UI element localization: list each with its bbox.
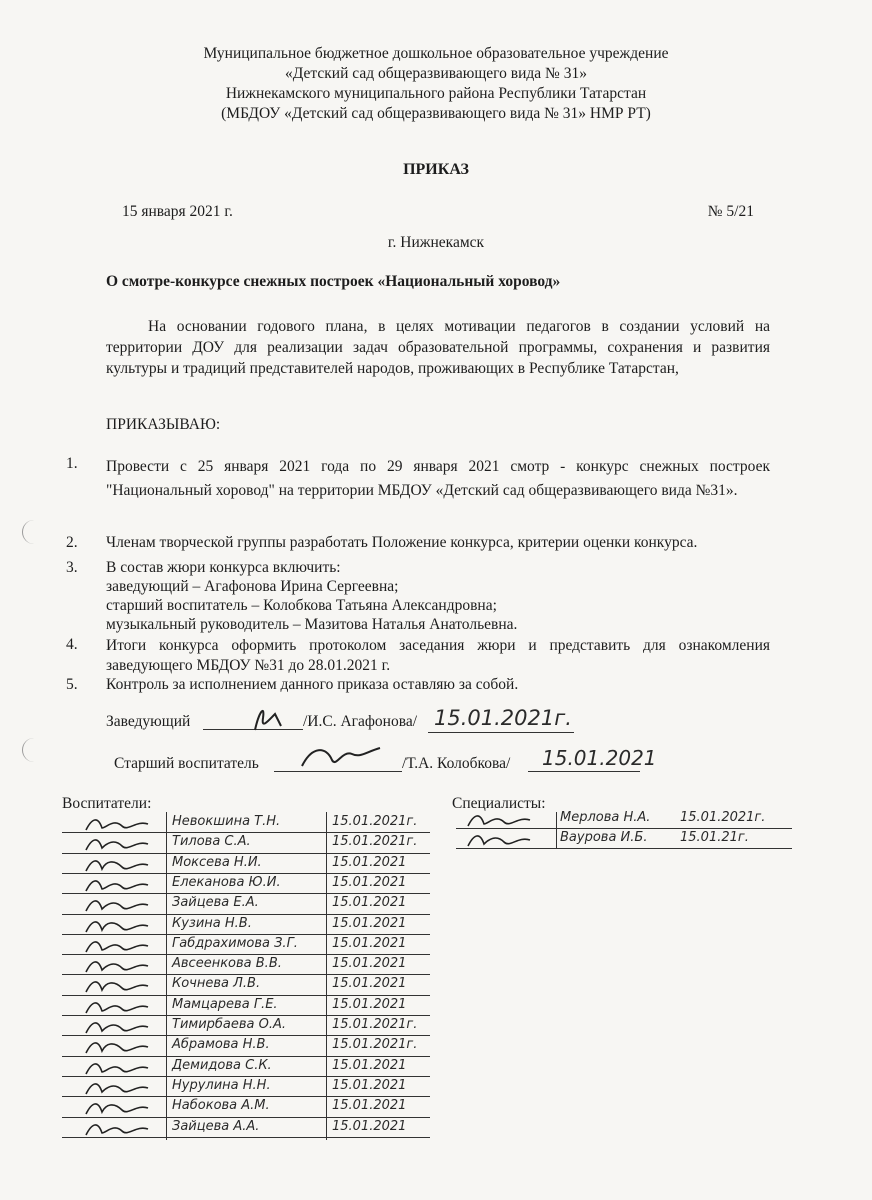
handwritten-signature [460,830,540,850]
handwritten-signature [78,1017,158,1037]
educator-name: Зайцева А.А. [172,1118,260,1134]
senior-signature [296,742,386,776]
head-sign-date: 15.01.2021г. [434,706,572,730]
specialist-name: Ваурова И.Б. [560,830,648,845]
org-name-line-2: «Детский сад общеразвивающего вида № 31» [285,65,587,82]
educator-sign-date: 15.01.2021 [332,874,407,890]
educator-sign-date: 15.01.2021г. [332,834,418,850]
head-signature [225,700,305,736]
educator-name: Абрамова Н.В. [172,1037,270,1053]
item-number: 5. [66,676,78,693]
educator-sign-date: 15.01.2021 [332,915,407,931]
column-separator [556,812,557,848]
order-date: 15 января 2021 г. [122,203,233,220]
educator-name: Мамцарева Г.Е. [172,996,278,1012]
educator-name: Авсеенкова В.В. [172,956,282,972]
handwritten-signature [78,855,158,875]
handwritten-signature [78,916,158,936]
handwritten-signature [78,875,158,895]
document-title: ПРИКАЗ [403,161,469,178]
educator-name: Габдрахимова З.Г. [172,935,298,951]
preamble: На основании годового плана, в целях мотивации педагогов в создании условий на территории ДОУ для реализации задач образовательной программы, сохранения и развития культуры и традиций представителей народов, проживающих в Республике Татарстан, [106,318,770,377]
org-name-line-3: Нижнекамского муниципального района Республики Татарстан [225,85,647,102]
educator-name: Моксева Н.И. [172,854,262,870]
educator-sign-date: 15.01.2021 [332,854,407,870]
specialist-sign-date: 15.01.21г. [680,830,749,845]
educator-name: Невокшина Т.Н. [172,814,281,829]
educator-name: Елеканова Ю.И. [172,874,281,890]
order-item-1: Провести с 25 января 2021 года по 29 января 2021 смотр - конкурс снежных построек "Национальный хоровод" на территории МБДОУ «Детский сад общеразвивающего вида №31». [106,458,770,499]
order-word: ПРИКАЗЫВАЮ: [106,416,221,433]
handwritten-signature [78,1058,158,1078]
order-item-5: Контроль за исполнением данного приказа оставляю за собой. [106,676,519,693]
org-name-line-4: (МБДОУ «Детский сад общеразвивающего вида № 31» НМР РТ) [221,105,651,122]
jury-member: заведующий – Агафонова Ирина Сергеевна; [106,578,399,595]
educator-sign-date: 15.01.2021 [332,935,407,951]
specialist-sign-date: 15.01.2021г. [680,810,766,825]
order-number: № 5/21 [707,203,754,220]
senior-label: Старший воспитатель [114,755,259,772]
educator-name: Кочнева Л.В. [172,976,261,992]
educators-label: Воспитатели: [62,795,152,812]
handwritten-signature [78,936,158,956]
head-name: /И.С. Агафонова/ [303,713,418,730]
handwritten-signature [78,814,158,834]
punch-hole-mark [22,520,35,544]
column-separator [166,812,167,1140]
educator-sign-date: 15.01.2021 [332,1098,407,1114]
educator-name: Тимирбаева О.А. [172,1017,287,1032]
senior-sign-date: 15.01.2021 [542,746,657,770]
handwritten-signature [78,895,158,915]
order-subject: О смотре-конкурсе снежных построек «Национальный хоровод» [106,273,561,290]
order-item-2: Членам творческой группы разработать Положение конкурса, критерии оценки конкурса. [106,534,698,551]
educator-sign-date: 15.01.2021 [332,956,407,972]
head-label: Заведующий [106,713,191,730]
column-separator [326,812,327,1140]
educator-sign-date: 15.01.2021г. [332,1037,418,1053]
jury-intro: В состав жюри конкурса включить: [106,559,341,576]
handwritten-signature [78,1119,158,1139]
signature-line [428,732,574,733]
handwritten-signature [78,1078,158,1098]
specialist-name: Мерлова Н.А. [560,810,651,825]
item-number: 3. [66,559,78,576]
senior-name: /Т.А. Колобкова/ [402,755,511,772]
educator-name: Набокова А.М. [172,1098,270,1114]
handwritten-signature [78,834,158,854]
handwritten-signature [78,956,158,976]
order-item-4: Итоги конкурса оформить протоколом заседания жюри и представить для ознакомления заведующего МБДОУ №31 до 28.01.2021 г. [106,637,770,674]
educator-name: Кузина Н.В. [172,915,252,931]
org-name-line-1: Муниципальное бюджетное дошкольное образовательное учреждение [203,45,669,62]
educator-sign-date: 15.01.2021г. [332,1017,418,1032]
handwritten-signature [78,997,158,1017]
item-number: 4. [66,636,78,653]
educator-sign-date: 15.01.2021 [332,976,407,992]
educator-name: Нурулина Н.Н. [172,1077,271,1093]
jury-member: музыкальный руководитель – Мазитова Наталья Анатольевна. [106,616,518,633]
item-number: 1. [66,455,78,472]
handwritten-signature [78,976,158,996]
city: г. Нижнекамск [387,234,485,251]
item-number: 2. [66,534,78,551]
educator-sign-date: 15.01.2021 [332,1118,407,1134]
educator-name: Тилова С.А. [172,834,251,850]
jury-member: старший воспитатель – Колобкова Татьяна Александровна; [106,597,497,614]
handwritten-signature [460,810,540,830]
educator-sign-date: 15.01.2021 [332,1077,407,1093]
educator-sign-date: 15.01.2021 [332,895,407,911]
specialists-label: Специалисты: [452,795,546,812]
educator-sign-date: 15.01.2021г. [332,814,418,829]
educator-sign-date: 15.01.2021 [332,996,407,1012]
educator-sign-date: 15.01.2021 [332,1057,407,1073]
signature-line [528,771,640,772]
educator-name: Зайцева Е.А. [172,895,259,911]
punch-hole-mark [22,738,35,762]
handwritten-signature [78,1098,158,1118]
handwritten-signature [78,1037,158,1057]
educator-name: Демидова С.К. [172,1057,272,1073]
